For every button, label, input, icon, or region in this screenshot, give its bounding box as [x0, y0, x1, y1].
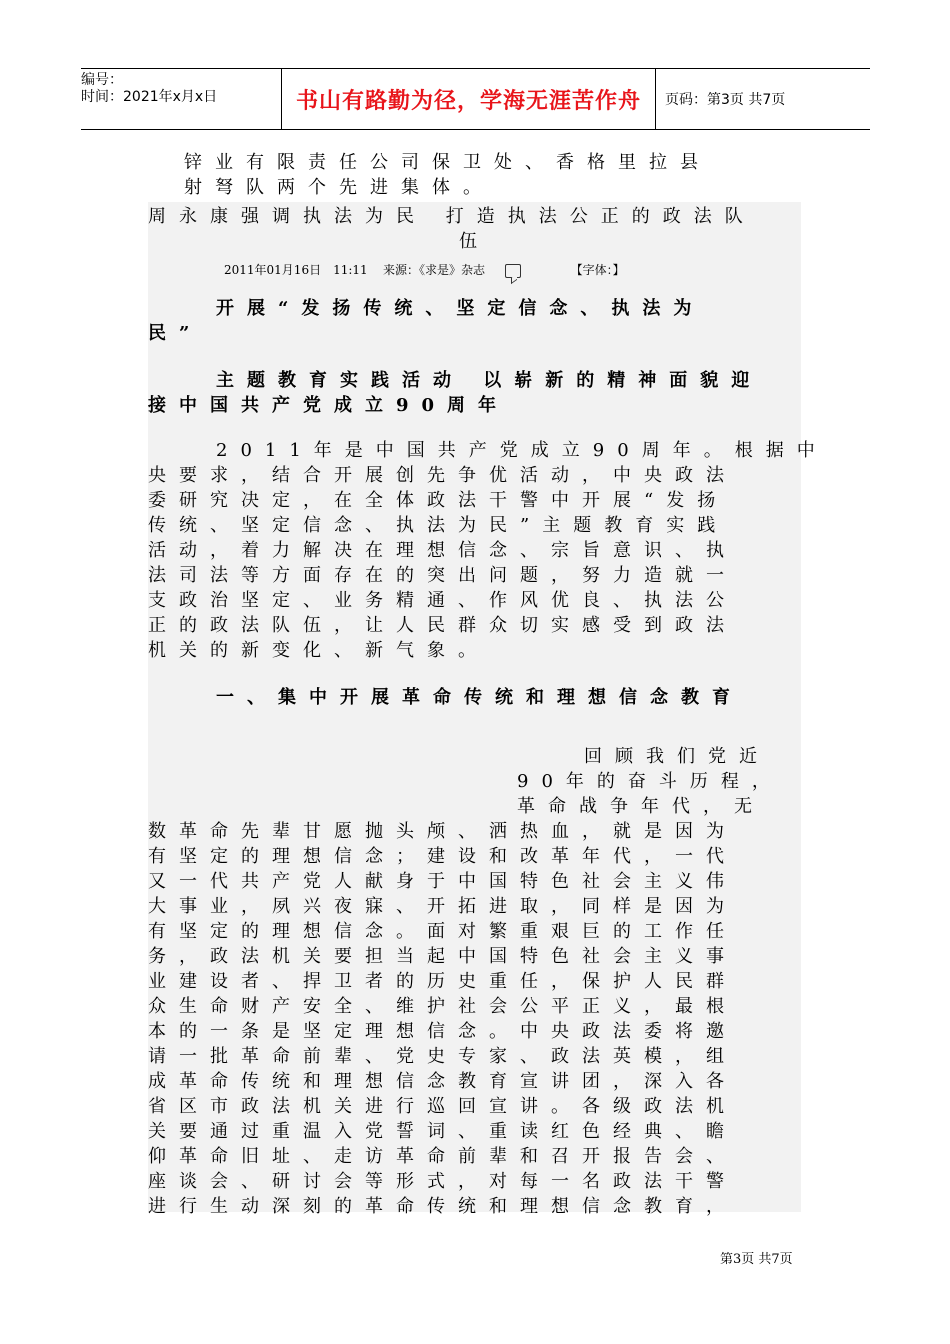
subheading: 开展“发扬传统、坚定信念、执法为 [216, 298, 705, 319]
paragraph-line: 成革命传统和理想信念教育宣讲团，深入各 [148, 1071, 737, 1092]
article-body [148, 150, 828, 1219]
subheading-cont: 民” [148, 323, 203, 344]
header-motto: 书山有路勤为径，学海无涯苦作舟 [282, 69, 656, 129]
paragraph-line: 法司法等方面存在的突出问题，努力造就一 [148, 565, 737, 586]
paragraph-line: 务，政法机关要担当起中国特色社会主义事 [148, 946, 737, 967]
paragraph-line: 关要通过重温入党誓词、重读红色经典、瞻 [148, 1121, 737, 1142]
paragraph-line: 活动，着力解决在理想信念、宗旨意识、执 [148, 540, 737, 561]
paragraph-line: 进行生动深刻的革命传统和理想信念教育， [148, 1196, 737, 1217]
paragraph-line: 座谈会、研讨会等形式，对每一名政法干警 [148, 1171, 737, 1192]
article-title: 周永康强调执法为民 打造执法公正的政法队 [148, 206, 756, 227]
paragraph-line: 有坚定的理想信念。面对繁重艰巨的工作任 [148, 921, 737, 942]
paragraph-line: 传统、坚定信念、执法为民”主题教育实践 [148, 515, 729, 536]
paragraph-1 [148, 438, 828, 663]
meta-source: 来源：《求是》杂志 [382, 263, 485, 277]
intro-line: 射弩队两个先进集体。 [184, 177, 494, 198]
paragraph-line: 支政治坚定、业务精通、作风优良、执法公 [148, 590, 737, 611]
subheading: 主题教育实践活动 以崭新的精神面貌迎 [216, 370, 763, 391]
paragraph-line: 仰革命旧址、走访革命前辈和召开报告会、 [148, 1146, 737, 1167]
intro-line: 锌业有限责任公司保卫处、香格里拉县 [184, 152, 711, 173]
header-page-label: 页码：第3页 共7页 [665, 92, 786, 108]
comment-icon[interactable] [505, 264, 521, 278]
paragraph-line: 大事业，夙兴夜寐、开拓进取，同样是因为 [148, 896, 737, 917]
paragraph-line: 机关的新变化、新气象。 [148, 640, 489, 661]
font-size-control[interactable]: 【字体：】 [570, 263, 625, 277]
page-footer: 第3页 共7页 [720, 1252, 793, 1267]
article-meta [148, 260, 801, 280]
number-label: 编号： [81, 72, 123, 88]
time-label: 时间：2021年x月x日 [81, 89, 218, 105]
paragraph-line: 回顾我们党近 [584, 746, 770, 767]
paragraph-line: 有坚定的理想信念；建设和改革年代，一代 [148, 846, 737, 867]
paragraph-line: 2011年是中国共产党成立90周年。根据中 [216, 440, 828, 461]
meta-date: 2011年01月16日 11:11 [224, 263, 368, 277]
article-title-cont: 伍 [459, 231, 490, 252]
paragraph-line: 请一批革命前辈、党史专家、政法英模，组 [148, 1046, 737, 1067]
subheading-cont: 接中国共产党成立90周年 [148, 395, 510, 416]
paragraph-line: 众生命财产安全、维护社会公平正义，最根 [148, 996, 737, 1017]
paragraph-line: 本的一条是坚定理想信念。中央政法委将邀 [148, 1021, 737, 1042]
paragraph-line: 革命战争年代，无 [517, 796, 765, 817]
paragraph-line: 省区市政法机关进行巡回宣讲。各级政法机 [148, 1096, 737, 1117]
paragraph-line: 业建设者、捍卫者的历史重任，保护人民群 [148, 971, 737, 992]
paragraph-line: 央要求，结合开展创先争优活动，中央政法 [148, 465, 737, 486]
paragraph-line: 90年的奋斗历程， [517, 771, 783, 792]
section-heading: 一、集中开展革命传统和理想信念教育 [216, 687, 743, 708]
paragraph-line: 又一代共产党人献身于中国特色社会主义伟 [148, 871, 737, 892]
paragraph-line: 数革命先辈甘愿抛头颅、洒热血，就是因为 [148, 821, 737, 842]
paragraph-2 [148, 744, 801, 1219]
paragraph-line: 正的政法队伍，让人民群众切实感受到政法 [148, 615, 737, 636]
header-meta [81, 69, 282, 129]
document-header [81, 68, 870, 130]
paragraph-line: 委研究决定，在全体政法干警中开展“发扬 [148, 490, 729, 511]
